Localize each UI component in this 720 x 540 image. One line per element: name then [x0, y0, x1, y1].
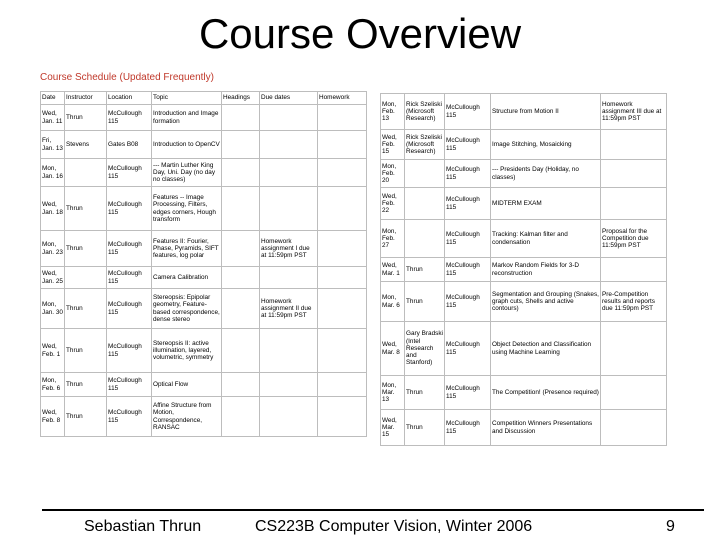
table-cell: Proposal for the Competition due 11:59pm PST	[601, 220, 667, 258]
table-cell: McCullough 115	[107, 373, 152, 397]
table-cell: Wed, Mar. 1	[381, 258, 405, 282]
table-cell: Wed, Feb. 1	[41, 329, 65, 373]
table-cell: Rick Szeliski (Microsoft Research)	[405, 130, 445, 160]
header-cell: Headings	[222, 92, 260, 105]
table-cell: Thrun	[65, 397, 107, 437]
table-cell	[260, 131, 318, 159]
table-cell: McCullough 115	[107, 329, 152, 373]
table-cell: Fri, Jan. 13	[41, 131, 65, 159]
header-cell: Location	[107, 92, 152, 105]
table-cell	[222, 159, 260, 187]
table-cell: McCullough 115	[107, 289, 152, 329]
table-row	[381, 282, 667, 322]
table-cell: McCullough 115	[445, 282, 491, 322]
table-cell: McCullough 115	[445, 322, 491, 376]
table-cell: Camera Calibration	[152, 267, 222, 289]
table-cell	[318, 289, 367, 329]
table-cell	[601, 258, 667, 282]
table-row	[381, 94, 667, 130]
table-cell: Introduction and Image formation	[152, 105, 222, 131]
table-cell: Mon, Feb. 20	[381, 160, 405, 188]
table-cell	[222, 373, 260, 397]
table-header-row	[41, 92, 367, 105]
table-cell: Wed, Mar. 15	[381, 410, 405, 446]
footer-author: Sebastian Thrun	[84, 518, 202, 535]
table-cell: Mon, Jan. 23	[41, 231, 65, 267]
table-cell: Stevens	[65, 131, 107, 159]
table-cell: Mon, Mar. 13	[381, 376, 405, 410]
table-cell	[222, 397, 260, 437]
table-row	[41, 131, 367, 159]
table-cell: Segmentation and Grouping (Snakes, graph cuts, Shells and active contours)	[491, 282, 601, 322]
header-cell: Date	[41, 92, 65, 105]
table-cell	[601, 322, 667, 376]
table-cell: Wed, Jan. 11	[41, 105, 65, 131]
table-row	[381, 130, 667, 160]
table-cell	[601, 376, 667, 410]
table-cell	[222, 267, 260, 289]
table-cell	[260, 187, 318, 231]
table-cell: --- Presidents Day (Holiday, no classes)	[491, 160, 601, 188]
table-row	[381, 322, 667, 376]
table-cell: McCullough 115	[107, 159, 152, 187]
table-cell: Wed, Jan. 25	[41, 267, 65, 289]
table-row	[41, 159, 367, 187]
table-row	[41, 187, 367, 231]
table-cell: Introduction to OpenCV	[152, 131, 222, 159]
table-cell: Wed, Jan. 18	[41, 187, 65, 231]
footer-course: CS223B Computer Vision, Winter 2006	[255, 518, 533, 535]
table-cell: Image Stitching, Mosaicking	[491, 130, 601, 160]
table-cell	[318, 105, 367, 131]
table-cell	[222, 187, 260, 231]
table-cell	[222, 231, 260, 267]
table-cell: Wed, Feb. 8	[41, 397, 65, 437]
table-cell	[260, 397, 318, 437]
table-cell: Thrun	[65, 329, 107, 373]
table-cell: Thrun	[65, 187, 107, 231]
table-cell: Stereopsis II: active illumination, layered, volumetric, symmetry	[152, 329, 222, 373]
table-cell	[222, 289, 260, 329]
table-cell	[260, 267, 318, 289]
table-cell: Stereopsis: Epipolar geometry, Feature-based correspondence, dense stereo	[152, 289, 222, 329]
table-cell: Thrun	[405, 410, 445, 446]
table-row	[381, 160, 667, 188]
schedule-subtitle: Course Schedule (Updated Frequently)	[40, 72, 214, 83]
right-schedule-table	[380, 93, 667, 446]
header-cell: Topic	[152, 92, 222, 105]
table-cell	[601, 410, 667, 446]
table-cell: Rick Szeliski (Microsoft Research)	[405, 94, 445, 130]
table-cell	[222, 131, 260, 159]
table-cell: Wed, Feb. 22	[381, 188, 405, 220]
table-cell: Thrun	[65, 231, 107, 267]
table-cell: Markov Random Fields for 3-D reconstruction	[491, 258, 601, 282]
table-cell: Homework assignment I due at 11:59pm PST	[260, 231, 318, 267]
table-row	[41, 373, 367, 397]
table-cell: McCullough 115	[445, 410, 491, 446]
header-cell: Instructor	[65, 92, 107, 105]
table-cell	[405, 160, 445, 188]
table-cell: Thrun	[405, 376, 445, 410]
table-cell: Mon, Feb. 6	[41, 373, 65, 397]
table-cell: Gary Bradski (Intel Research and Stanford)	[405, 322, 445, 376]
table-cell: Object Detection and Classification using Machine Learning	[491, 322, 601, 376]
table-cell: Thrun	[65, 373, 107, 397]
table-cell: Tracking: Kalman filter and condensation	[491, 220, 601, 258]
header-cell: Homework	[318, 92, 367, 105]
table-cell: Thrun	[405, 282, 445, 322]
slide-title: Course Overview	[198, 10, 522, 57]
table-cell: Mon, Feb. 27	[381, 220, 405, 258]
table-cell	[318, 373, 367, 397]
table-cell: Wed, Mar. 8	[381, 322, 405, 376]
table-cell	[318, 231, 367, 267]
table-cell: McCullough 115	[445, 220, 491, 258]
table-cell	[318, 131, 367, 159]
table-cell: McCullough 115	[445, 94, 491, 130]
table-cell: Mon, Mar. 6	[381, 282, 405, 322]
table-cell: Structure from Motion II	[491, 94, 601, 130]
table-cell	[318, 397, 367, 437]
table-cell	[601, 160, 667, 188]
table-cell: Mon, Jan. 30	[41, 289, 65, 329]
table-row	[41, 267, 367, 289]
table-cell: McCullough 115	[107, 187, 152, 231]
table-row	[381, 258, 667, 282]
table-cell: McCullough 115	[107, 397, 152, 437]
page-number: 9	[666, 518, 675, 535]
table-cell: McCullough 115	[445, 258, 491, 282]
table-cell: McCullough 115	[445, 376, 491, 410]
table-cell: McCullough 115	[445, 160, 491, 188]
table-cell	[260, 329, 318, 373]
footer-divider	[42, 509, 704, 511]
table-cell: Pre-Competition results and reports due 11:59pm PST	[601, 282, 667, 322]
table-row	[41, 397, 367, 437]
table-cell	[65, 159, 107, 187]
table-cell: Gates B08	[107, 131, 152, 159]
table-row	[381, 220, 667, 258]
table-cell: Affine Structure from Motion, Correspondence, RANSAC	[152, 397, 222, 437]
table-cell: McCullough 115	[107, 267, 152, 289]
table-row	[381, 376, 667, 410]
table-cell: Features -- Image Processing, Filters, edges corners, Hough transform	[152, 187, 222, 231]
table-cell	[601, 188, 667, 220]
table-cell	[222, 105, 260, 131]
table-cell: Thrun	[65, 289, 107, 329]
table-row	[41, 105, 367, 131]
table-cell: Wed, Feb. 15	[381, 130, 405, 160]
table-cell: Thrun	[405, 258, 445, 282]
table-cell	[318, 187, 367, 231]
table-cell: MIDTERM EXAM	[491, 188, 601, 220]
table-cell	[318, 329, 367, 373]
table-cell: Homework assignment II due at 11:59pm PST	[260, 289, 318, 329]
table-cell: McCullough 115	[107, 105, 152, 131]
table-cell	[318, 159, 367, 187]
table-cell: Homework assignment III due at 11:59pm PST	[601, 94, 667, 130]
table-cell: --- Martin Luther King Day, Uni. Day (no day no classes)	[152, 159, 222, 187]
table-cell: Mon, Feb. 13	[381, 94, 405, 130]
table-cell: Features II: Fourier, Phase, Pyramids, SIFT features, log polar	[152, 231, 222, 267]
left-schedule-table	[40, 91, 367, 437]
table-cell	[65, 267, 107, 289]
table-cell: Optical Flow	[152, 373, 222, 397]
table-cell: McCullough 115	[445, 188, 491, 220]
table-cell	[405, 220, 445, 258]
table-cell	[222, 329, 260, 373]
table-cell	[601, 130, 667, 160]
table-cell: McCullough 115	[107, 231, 152, 267]
table-cell	[405, 188, 445, 220]
table-row	[41, 231, 367, 267]
table-cell	[260, 373, 318, 397]
table-cell	[260, 159, 318, 187]
table-row	[41, 329, 367, 373]
table-cell	[260, 105, 318, 131]
table-cell: Thrun	[65, 105, 107, 131]
table-row	[41, 289, 367, 329]
table-cell: Mon, Jan. 16	[41, 159, 65, 187]
table-cell: Competition Winners Presentations and Discussion	[491, 410, 601, 446]
header-cell: Due dates	[260, 92, 318, 105]
table-row	[381, 410, 667, 446]
table-cell: The Competition! (Presence required)	[491, 376, 601, 410]
table-cell	[318, 267, 367, 289]
table-cell: McCullough 115	[445, 130, 491, 160]
table-row	[381, 188, 667, 220]
